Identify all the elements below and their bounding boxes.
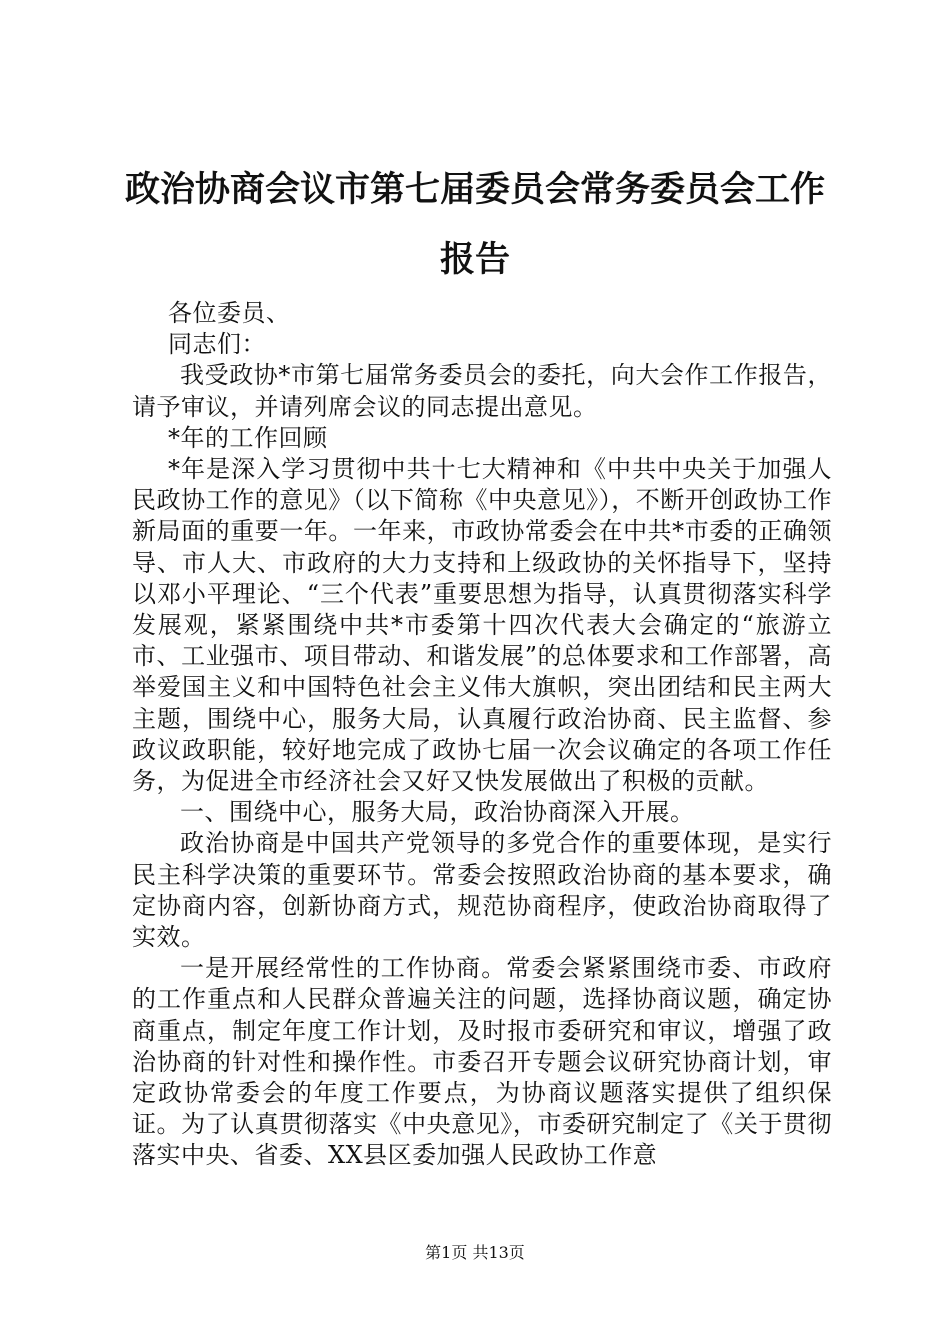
document-body — [132, 298, 832, 1172]
section-heading-1: 一、围绕中心，服务大局，政治协商深入开展。 — [180, 798, 695, 827]
paragraph-overview: *年是深入学习贯彻中共十七大精神和《中共中央关于加强人民政协工作的意见》（以下简称《中央意见》），不断开创政协工作新局面的重要一年。一年来，市政协常委会在中共*市委的正确领导、市人大、市政府的大力支持和上级政协的关怀指导下，坚持以邓小平理论、“三个代表”重要思想为指导，认真贯彻落实科学发展观，紧紧围绕中共*市委第十四次代表大会确定的“旅游立市、工业强市、项目带动、和谐发展”的总体要求和工作部署，高举爱国主义和中国特色社会主义伟大旗帜，突出团结和民主两大主题，围绕中心，服务大局，认真履行政治协商、民主监督、参政议政职能，较好地完成了政协七届一次会议确定的各项工作任务，为促进全市经济社会又好又快发展做出了积极的贡献。 — [132, 455, 832, 796]
salutation-line-2: 同志们： — [168, 330, 266, 359]
paragraph-regular-consultation: 一是开展经常性的工作协商。常委会紧紧围绕市委、市政府的工作重点和人民群众普遍关注的问题，选择协商议题，确定协商重点，制定年度工作计划，及时报市委研究和审议，增强了政治协商的针对性和操作性。市委召开专题会议研究协商计划，审定政协常委会的年度工作要点，为协商议题落实提供了组织保证。为了认真贯彻落实《中央意见》，市委研究制定了《关于贯彻落实中央、省委、XX县区委加强人民政协工作意 — [132, 954, 832, 1170]
page-footer: 第1页 共13页 — [425, 1243, 525, 1262]
salutation-line-1: 各位委员、 — [168, 299, 291, 327]
section-heading-review: *年的工作回顾 — [168, 423, 328, 452]
document-title: 政治协商会议市第七届委员会常务委员会工作报告 — [124, 170, 825, 280]
paragraph-intro: 我受政协*市第七届常务委员会的委托，向大会作工作报告，请予审议，并请列席会议的同志提出意见。 — [132, 361, 832, 421]
paragraph-consultation: 政治协商是中国共产党领导的多党合作的重要体现，是实行民主科学决策的重要环节。常委会按照政治协商的基本要求，确定协商内容，创新协商方式，规范协商程序，使政治协商取得了实效。 — [132, 829, 832, 952]
